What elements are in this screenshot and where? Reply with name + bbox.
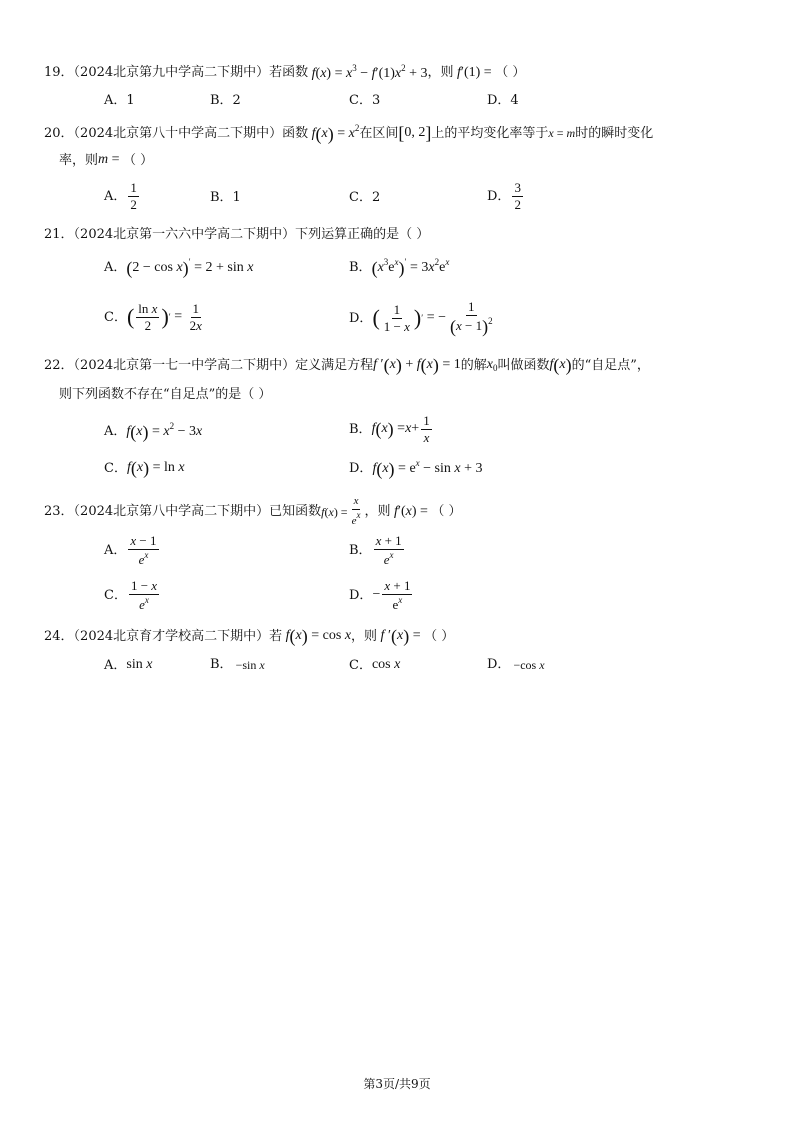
question-24-stem — [44, 627, 454, 645]
q24-a-formula: sin x — [126, 657, 153, 672]
q21-option-b-label: B． — [349, 259, 372, 275]
q23-ask: f′(x) = — [393, 503, 432, 519]
q22-d-formula: $f(x) = e^x - \sin x + 3$ — [372, 458, 483, 479]
q23-suffix: （ ） — [431, 504, 462, 520]
q23-option-b — [349, 534, 406, 566]
q23-d-frac: $\frac{x + 1}{e^x}$ — [384, 578, 411, 612]
q23-c-frac: $\frac{1 - x}{e^x}$ — [130, 578, 158, 612]
q23-option-b-label: B． — [349, 542, 372, 558]
q22-equation: f ′(x) + f(x) = 1 — [373, 355, 461, 375]
q19-option-b: B．2 — [210, 93, 241, 108]
question-20-stem — [44, 124, 653, 143]
q22-x0: $x_0$ — [486, 356, 498, 373]
q20-mid2: 上的平均变化率等于 — [431, 125, 549, 141]
q21-d-formula: ( $\frac{1}{1 - x}$ ) ′ = − $\frac{1}{(x - 1)^2}$ — [372, 299, 493, 337]
q24-option-a-label: A． — [104, 657, 127, 673]
q22-b-formula: f ( x ) = x + $\frac{1}{x}$ — [371, 413, 430, 445]
page-number: 第3页/共9页 — [363, 1077, 431, 1091]
q20-option-a-label: A． — [104, 188, 127, 204]
q22-mid3: 的“自足点”， — [571, 357, 650, 373]
q20-frac-three-halves: $\frac{3}{2}$ — [514, 180, 521, 212]
q24-option-a — [104, 658, 152, 672]
q20-option-b: B．1 — [210, 190, 241, 205]
question-23-stem — [44, 496, 462, 527]
q22-option-d — [349, 459, 483, 478]
q23-option-a-label: A． — [104, 542, 127, 558]
q19-option-a: A．1 — [104, 93, 135, 108]
q22-option-b — [349, 414, 434, 444]
q20-interval: [0, 2] — [398, 123, 432, 144]
question-22-line2: 则下列函数不存在“自足点”的是（ ） — [59, 387, 272, 402]
q21-option-c — [104, 302, 206, 332]
q24-option-d — [487, 658, 545, 671]
q24-middle: ，则 — [351, 628, 378, 644]
q24-suffix: （ ） — [424, 628, 455, 644]
q20-xm: x = m — [548, 126, 576, 141]
q21-option-b — [349, 258, 449, 277]
q22-mid1: 的解 — [460, 357, 487, 373]
q23-d-minus: − — [372, 587, 381, 603]
q23-option-c — [104, 579, 161, 611]
q20-line2-end: （ ） — [123, 152, 154, 168]
q23-middle: ，则 — [364, 504, 391, 520]
q19-suffix: （ ） — [495, 65, 526, 80]
q19-option-d: D．4 — [487, 93, 519, 108]
q23-option-c-label: C． — [104, 587, 127, 603]
q19-prefix: 19．（2024北京第九中学高二下期中）若函数 — [44, 65, 309, 80]
q24-c-formula: cos x — [371, 657, 401, 672]
q21-c-formula: ( $\frac{\text{ln x}}{2}$ ) ′ = $\frac{1}{2x}$ — [126, 301, 202, 333]
q23-option-d-label: D． — [349, 587, 373, 603]
q24-func: f(x) = cos x — [285, 626, 352, 646]
q24-ask: f ′(x) = — [380, 626, 425, 646]
q20-option-d-label: D． — [487, 188, 511, 204]
q22-mid2: 叫做函数 — [497, 357, 550, 373]
q24-option-b — [210, 658, 265, 671]
q22-prefix: 22．（2024北京第一七一中学高二下期中）定义满足方程 — [44, 357, 374, 373]
q20-mid3: 时的瞬时变化 — [575, 125, 654, 141]
q22-fx: f(x) — [549, 355, 572, 375]
q20-option-c: C．2 — [349, 190, 381, 205]
q21-option-d-label: D． — [349, 310, 373, 326]
q22-option-c — [104, 459, 185, 477]
q20-option-a — [104, 181, 141, 211]
q20-frac-half: $\frac{1}{2}$ — [130, 180, 137, 212]
q22-option-c-label: C． — [104, 460, 127, 476]
q19-formula: $f(x) = x^3 - f'(1)x^2 + 3$ — [311, 63, 428, 81]
q24-option-d-label: D． — [487, 657, 511, 672]
q19-option-c: C．3 — [349, 93, 381, 108]
q21-option-a-label: A． — [104, 259, 127, 275]
q21-a-formula: (2 − cos x)′ = 2 + sin x — [126, 257, 254, 278]
q20-func: $f(x) = x^2$ — [311, 123, 360, 144]
question-22-stem — [44, 356, 650, 374]
q21-option-d — [349, 300, 497, 336]
q23-prefix: 23．（2024北京第八中学高二下期中）已知函数 — [44, 504, 322, 520]
q23-option-a — [104, 534, 161, 566]
q22-a-formula: $f(x) = x^2 - 3x$ — [126, 421, 203, 442]
q22-option-a — [104, 422, 202, 441]
question-20-line2 — [59, 153, 153, 167]
q24-d-formula: −cos x — [510, 657, 545, 672]
q23-a-frac: $\frac{x - 1}{e^x}$ — [130, 533, 157, 567]
q20-option-d — [487, 181, 525, 211]
q20-prefix: 20．（2024北京第八十中学高二下期中）函数 — [44, 125, 309, 141]
q22-option-d-label: D． — [349, 460, 373, 476]
q21-b-formula: $(x^3e^x)' = 3x^2e^x$ — [371, 257, 450, 278]
q20-mid1: 在区间 — [359, 125, 399, 141]
q23-func: f ( x ) = $\frac{x}{e^x}$ — [321, 495, 361, 527]
q22-c-formula: f(x) = ln x — [126, 458, 185, 478]
q24-option-c-label: C． — [349, 657, 372, 673]
q24-option-b-label: B． — [210, 657, 233, 672]
q24-b-formula: −sin x — [232, 657, 265, 672]
q23-b-frac: $\frac{x + 1}{e^x}$ — [375, 533, 402, 567]
q20-m: m = — [98, 152, 124, 167]
q22-option-a-label: A． — [104, 423, 127, 439]
q21-option-c-label: C． — [104, 309, 127, 325]
q22-option-b-label: B． — [349, 421, 372, 437]
q19-ask: f′(1) = — [457, 64, 496, 80]
question-21-stem: 21．（2024北京第一六六中学高二下期中）下列运算正确的是（ ） — [44, 227, 430, 242]
q24-prefix: 24．（2024北京育才学校高二下期中）若 — [44, 628, 283, 644]
question-19-stem — [44, 64, 525, 81]
q19-middle: ，则 — [427, 65, 454, 80]
q23-option-d — [349, 579, 414, 611]
q24-option-c — [349, 658, 400, 672]
q21-option-a — [104, 258, 254, 277]
q20-line2: 率，则 — [59, 152, 99, 168]
